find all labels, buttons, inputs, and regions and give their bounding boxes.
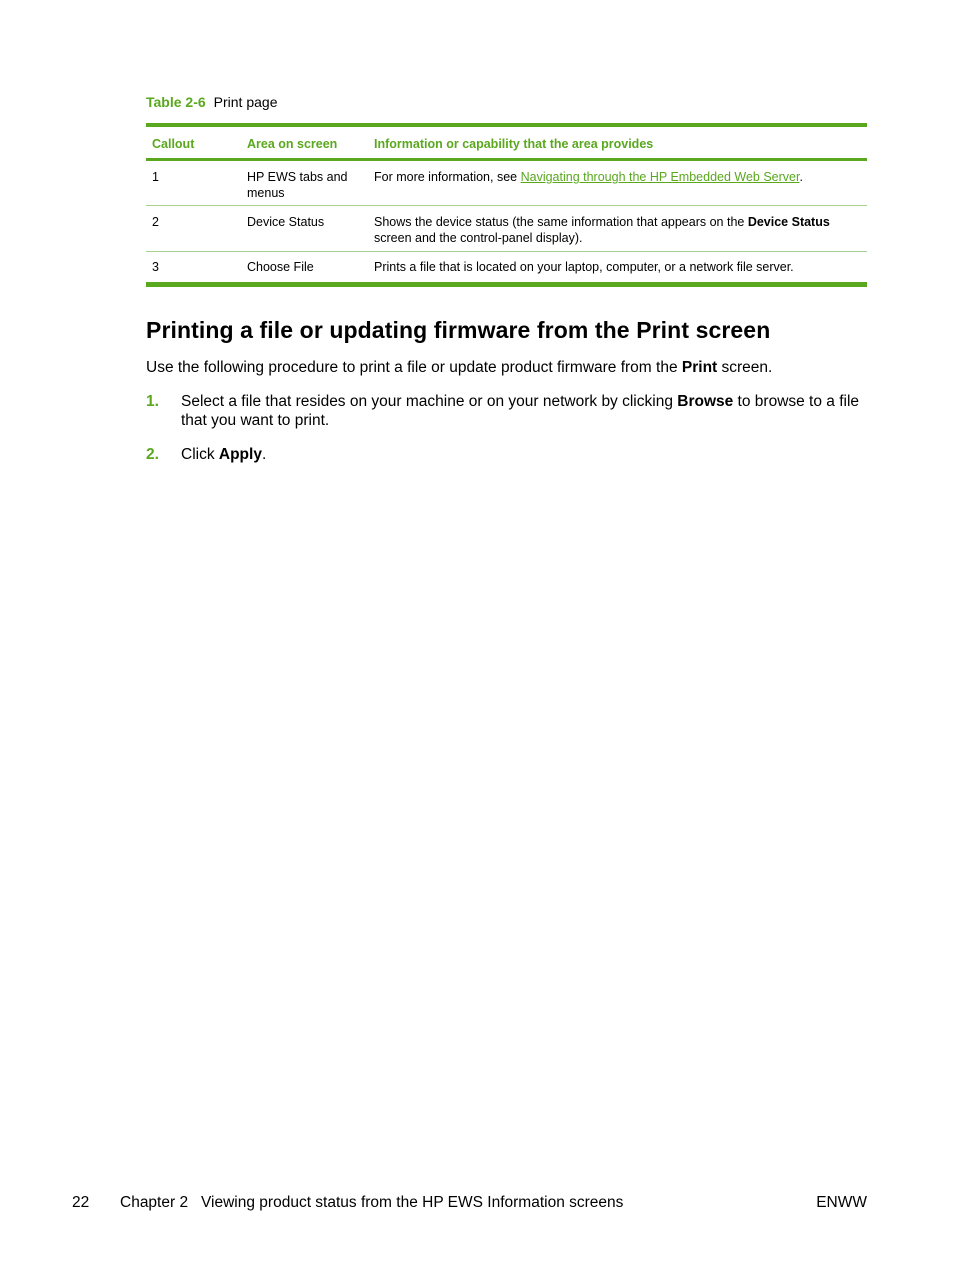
table-caption-label: Table 2-6 [146,94,206,110]
step-bold-text: Apply [218,446,262,463]
print-page-table [146,123,867,287]
area-cell: HP EWS tabs and menus [247,170,348,200]
table-caption [146,94,277,110]
table-header-row [146,127,867,161]
chapter-title: Chapter 2 Viewing product status from the HP EWS Information screens [120,1194,624,1211]
callout-cell: 3 [152,260,159,274]
info-text: For more information, see [374,170,521,184]
callout-cell: 1 [152,170,159,184]
step-text [181,392,867,430]
intro-bold-text: Print [681,359,718,376]
table-row [146,161,867,206]
page-number: 22 [72,1194,90,1211]
step-number: 1. [146,393,159,410]
navigating-ews-link[interactable]: Navigating through the HP Embedded Web Server [520,170,800,184]
step-text-part: Select a file that resides on your machine or on your network by clicking [181,393,678,410]
procedure-steps [146,392,867,479]
area-cell: Device Status [247,215,325,229]
info-text: . [799,170,803,184]
step-text-part: . [261,446,267,463]
info-text: Shows the device status (the same information that appears on the [374,215,748,229]
header-info: Information or capability that the area provides [374,136,654,151]
section-intro [146,358,772,377]
step-text-part: Click [181,446,219,463]
header-area: Area on screen [247,136,338,151]
step-text [181,445,867,464]
step-bold-text: Browse [677,393,734,410]
step-item [146,445,867,464]
table-row [146,252,867,282]
header-callout: Callout [152,136,195,151]
step-number: 2. [146,446,159,463]
section-heading: Printing a file or updating firmware from the Print screen [146,317,771,343]
info-cell: Prints a file that is located on your laptop, computer, or a network file server. [374,260,794,274]
edition-label: ENWW [816,1194,867,1211]
table-row [146,206,867,252]
intro-text: Use the following procedure to print a file or update product firmware from the [146,359,682,376]
info-cell [374,214,867,251]
callout-cell: 2 [152,215,159,229]
area-cell: Choose File [247,260,314,274]
step-item [146,392,867,430]
info-cell [374,169,867,205]
info-bold-text: Device Status [747,215,830,229]
info-text: screen and the control-panel display). [374,231,583,245]
step-text-part: to browse to a file that you want to print. [181,393,860,429]
intro-text: screen. [717,359,773,376]
table-caption-title: Print page [213,94,278,110]
